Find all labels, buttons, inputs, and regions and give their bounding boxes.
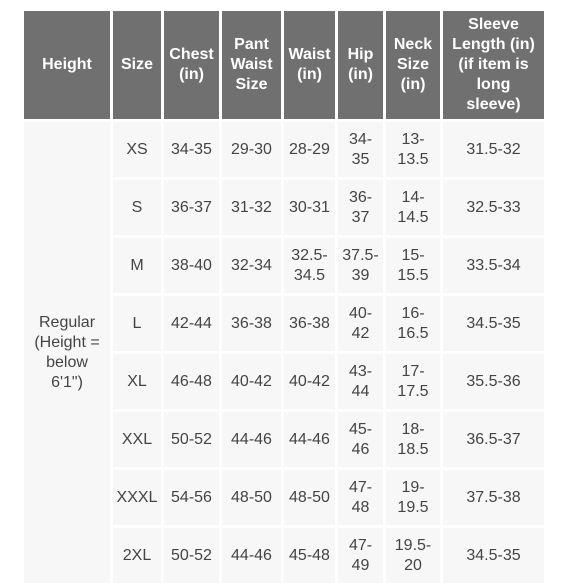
cell-size (113, 122, 161, 177)
cell-text: 37.5- (342, 246, 379, 264)
cell-text: 40- (348, 304, 373, 322)
cell-text: 50-52 (171, 546, 212, 564)
cell-size (113, 238, 161, 293)
cell-chest (164, 238, 219, 293)
cell-size (113, 528, 161, 583)
cell-hip (338, 470, 383, 525)
header-text: Size (235, 76, 268, 93)
cell-waist (284, 180, 335, 235)
cell-sleeve-length (443, 528, 544, 583)
cell-text: 42 (351, 324, 370, 342)
column-header-height (24, 11, 110, 119)
cell-neck-size (386, 412, 440, 467)
table-row (24, 122, 544, 177)
cell-text: 34.5-35 (466, 314, 521, 332)
cell-neck-size (386, 354, 440, 409)
cell-sleeve-length (443, 412, 544, 467)
header-text: Waist (230, 56, 273, 73)
cell-neck-size (386, 470, 440, 525)
cell-text: 43- (348, 362, 373, 380)
cell-pant-waist-size (222, 412, 281, 467)
cell-sleeve-length (443, 296, 544, 351)
cell-text: L (132, 314, 142, 332)
height-group-label: Regular (38, 313, 96, 331)
header-text: Size (396, 56, 429, 73)
cell-text: XL (127, 372, 147, 390)
cell-hip (338, 528, 383, 583)
cell-size (113, 470, 161, 525)
cell-text: 40-42 (289, 372, 330, 390)
cell-text: 40-42 (231, 372, 272, 390)
cell-chest (164, 354, 219, 409)
cell-text: 31-32 (231, 198, 272, 216)
cell-hip (338, 122, 383, 177)
table-body (24, 122, 544, 583)
column-header-pant-waist-size (222, 11, 281, 119)
cell-waist (284, 528, 335, 583)
cell-neck-size (386, 122, 440, 177)
height-group-label: 6'1") (51, 373, 83, 391)
cell-sleeve-length (443, 180, 544, 235)
cell-text: 14.5 (397, 208, 429, 226)
header-text: Neck (393, 36, 433, 53)
cell-text: 50-52 (171, 430, 212, 448)
cell-waist (284, 238, 335, 293)
cell-pant-waist-size (222, 238, 281, 293)
height-group-label: (Height = (34, 333, 100, 351)
cell-text: 44-46 (231, 546, 272, 564)
cell-waist (284, 122, 335, 177)
cell-size (113, 180, 161, 235)
cell-text: 44-46 (231, 430, 272, 448)
size-chart-table (21, 8, 547, 586)
header-text: Chest (169, 46, 214, 63)
cell-pant-waist-size (222, 180, 281, 235)
cell-pant-waist-size (222, 470, 281, 525)
column-header-hip (338, 11, 383, 119)
cell-text: 54-56 (171, 488, 212, 506)
cell-text: 47- (348, 536, 373, 554)
cell-waist (284, 296, 335, 351)
column-header-sleeve-length (443, 11, 544, 119)
cell-size (113, 412, 161, 467)
cell-text: 19.5- (394, 536, 432, 554)
column-header-chest (164, 11, 219, 119)
cell-sleeve-length (443, 354, 544, 409)
cell-sleeve-length (443, 238, 544, 293)
cell-text: 18.5 (397, 440, 429, 458)
cell-waist (284, 412, 335, 467)
cell-chest (164, 470, 219, 525)
header-text: (if item is (458, 56, 529, 73)
header-text: Pant (234, 36, 269, 53)
cell-text: 37.5-38 (466, 488, 521, 506)
cell-neck-size (386, 238, 440, 293)
cell-text: 28-29 (289, 140, 330, 158)
cell-neck-size (386, 296, 440, 351)
cell-text: 30-31 (289, 198, 330, 216)
cell-text: 17.5 (397, 382, 429, 400)
cell-text: 16- (401, 304, 425, 322)
cell-text: 38-40 (171, 256, 212, 274)
cell-text: 46-48 (171, 372, 212, 390)
cell-text: 16.5 (397, 324, 429, 342)
cell-text: 36- (348, 188, 373, 206)
cell-text: S (131, 198, 143, 216)
cell-text: 45-48 (289, 546, 330, 564)
cell-chest (164, 180, 219, 235)
header-text: long (476, 76, 511, 93)
cell-text: 15- (401, 246, 425, 264)
cell-text: 42-44 (171, 314, 212, 332)
cell-text: 49 (351, 556, 370, 574)
cell-pant-waist-size (222, 354, 281, 409)
height-group-cell (24, 122, 110, 583)
cell-chest (164, 122, 219, 177)
cell-text: 48-50 (231, 488, 272, 506)
cell-text: 35.5-36 (466, 372, 521, 390)
cell-chest (164, 528, 219, 583)
cell-hip (338, 412, 383, 467)
cell-text: 48 (351, 498, 370, 516)
cell-text: 17- (401, 362, 425, 380)
cell-text: 32.5- (291, 246, 328, 264)
cell-text: XS (126, 140, 148, 158)
cell-text: XXXL (116, 488, 158, 506)
header-text: Size (120, 56, 153, 73)
table-header (24, 11, 544, 119)
header-text: Hip (347, 46, 374, 63)
column-header-neck-size (386, 11, 440, 119)
cell-text: 32-34 (231, 256, 272, 274)
cell-text: 14- (401, 188, 425, 206)
cell-text: 48-50 (289, 488, 330, 506)
cell-text: 37 (351, 208, 370, 226)
cell-hip (338, 354, 383, 409)
cell-size (113, 296, 161, 351)
cell-text: 35 (351, 150, 370, 168)
cell-text: 34.5-35 (466, 546, 521, 564)
cell-text: 2XL (122, 546, 152, 564)
height-group-label: below (46, 353, 88, 371)
header-text: Sleeve (468, 16, 519, 33)
cell-text: 34.5 (293, 266, 326, 284)
cell-text: 31.5-32 (466, 140, 521, 158)
cell-text: 44 (351, 382, 370, 400)
cell-sleeve-length (443, 122, 544, 177)
header-text: Length (in) (452, 36, 535, 53)
cell-chest (164, 296, 219, 351)
header-text: Waist (288, 46, 331, 63)
header-text: sleeve) (466, 96, 521, 113)
cell-text: M (130, 256, 144, 274)
cell-text: 29-30 (231, 140, 272, 158)
cell-hip (338, 180, 383, 235)
cell-text: 15.5 (397, 266, 429, 284)
header-text: (in) (297, 66, 322, 83)
cell-text: 18- (401, 420, 425, 438)
cell-hip (338, 238, 383, 293)
cell-text: 44-46 (289, 430, 330, 448)
cell-text: 13- (401, 130, 425, 148)
cell-text: 20 (404, 556, 422, 574)
cell-text: 36-37 (171, 198, 212, 216)
cell-chest (164, 412, 219, 467)
cell-text: 46 (351, 440, 370, 458)
cell-text: 47- (348, 478, 373, 496)
cell-text: 34-35 (171, 140, 212, 158)
cell-neck-size (386, 180, 440, 235)
cell-text: 45- (348, 420, 373, 438)
header-text: (in) (179, 66, 204, 83)
header-text: Height (42, 56, 92, 73)
header-row (24, 11, 544, 119)
cell-pant-waist-size (222, 528, 281, 583)
column-header-waist (284, 11, 335, 119)
cell-waist (284, 354, 335, 409)
cell-text: 34- (348, 130, 373, 148)
cell-pant-waist-size (222, 296, 281, 351)
cell-size (113, 354, 161, 409)
column-header-size (113, 11, 161, 119)
cell-text: 19.5 (397, 498, 429, 516)
cell-sleeve-length (443, 470, 544, 525)
cell-text: 33.5-34 (466, 256, 521, 274)
cell-text: 13.5 (397, 150, 429, 168)
cell-text: 39 (351, 266, 370, 284)
header-text: (in) (348, 66, 373, 83)
cell-text: 36-38 (231, 314, 272, 332)
header-text: (in) (400, 76, 426, 93)
cell-text: 36.5-37 (466, 430, 521, 448)
cell-text: 32.5-33 (466, 198, 521, 216)
cell-text: XXL (121, 430, 153, 448)
cell-text: 19- (401, 478, 425, 496)
cell-text: 36-38 (289, 314, 330, 332)
cell-neck-size (386, 528, 440, 583)
cell-hip (338, 296, 383, 351)
cell-waist (284, 470, 335, 525)
cell-pant-waist-size (222, 122, 281, 177)
